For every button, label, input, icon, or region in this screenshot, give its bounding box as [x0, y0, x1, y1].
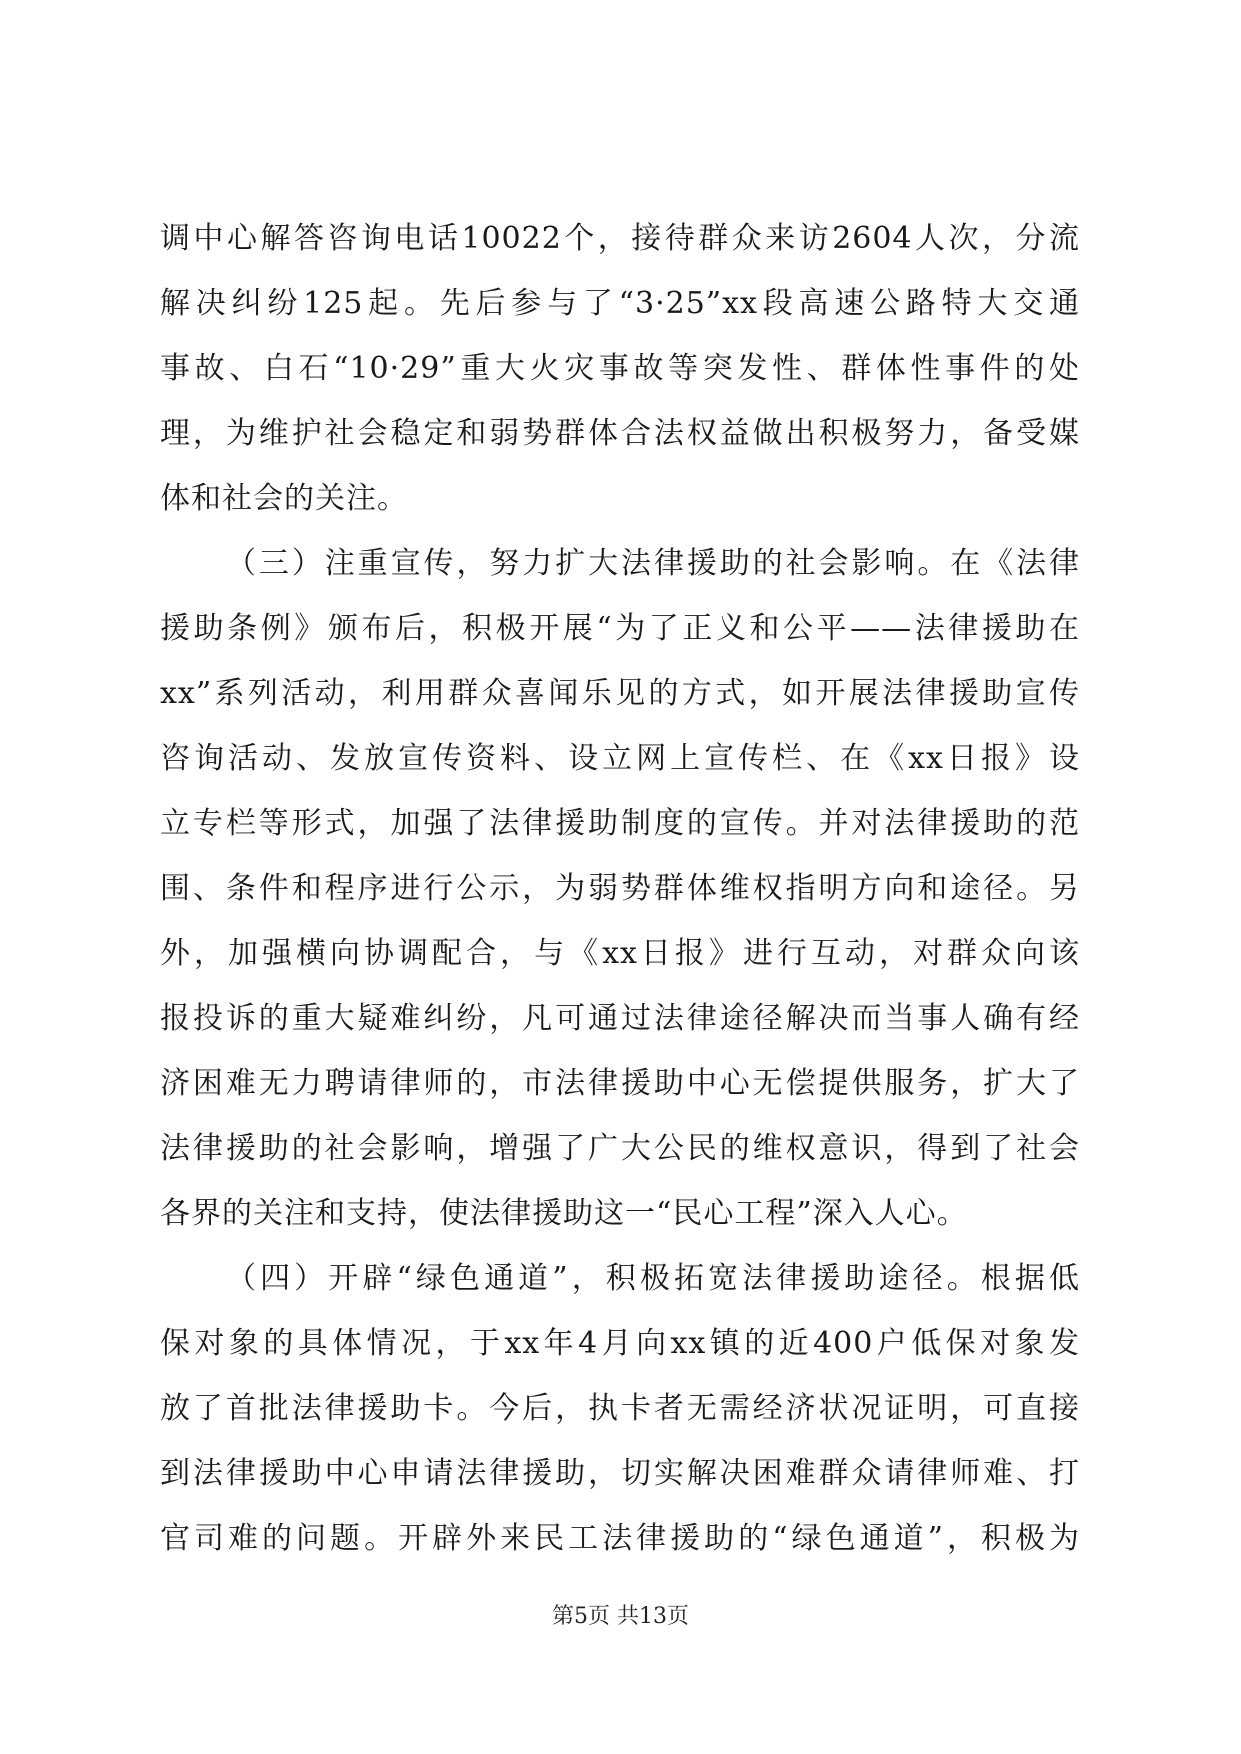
text-line: 理，为维护社会稳定和弱势群体合法权益做出积极努力，备受媒: [160, 416, 1080, 451]
document-body: [160, 206, 1080, 1571]
paragraph-start-line: （四）开辟“绿色通道”，积极拓宽法律援助途径。根据低: [226, 1261, 1080, 1296]
text-line: 济困难无力聘请律师的，市法律援助中心无偿提供服务，扩大了: [160, 1066, 1080, 1101]
text-line: 立专栏等形式，加强了法律援助制度的宣传。并对法律援助的范: [160, 806, 1080, 841]
paragraph-start-line: （三）注重宣传，努力扩大法律援助的社会影响。在《法律: [226, 546, 1080, 581]
text-line: 援助条例》颁布后，积极开展“为了正义和公平——法律援助在: [160, 611, 1080, 646]
text-line: 解决纠纷125起。先后参与了“3·25”xx段高速公路特大交通: [160, 286, 1080, 321]
page-number-footer: 第5页 共13页: [552, 1604, 689, 1629]
text-line: 法律援助的社会影响，增强了广大公民的维权意识，得到了社会: [160, 1131, 1080, 1166]
text-line: 放了首批法律援助卡。今后，执卡者无需经济状况证明，可直接: [160, 1391, 1080, 1426]
text-line: 官司难的问题。开辟外来民工法律援助的“绿色通道”，积极为: [160, 1521, 1080, 1556]
text-line: 外，加强横向协调配合，与《xx日报》进行互动，对群众向该: [160, 936, 1080, 971]
text-line: 保对象的具体情况，于xx年4月向xx镇的近400户低保对象发: [160, 1326, 1080, 1361]
text-line: 事故、白石“10·29”重大火灾事故等突发性、群体性事件的处: [160, 351, 1080, 386]
text-line: 各界的关注和支持，使法律援助这一“民心工程”深入人心。: [160, 1196, 968, 1231]
text-line: 调中心解答咨询电话10022个，接待群众来访2604人次，分流: [160, 221, 1080, 256]
text-line: xx”系列活动，利用群众喜闻乐见的方式，如开展法律援助宣传: [160, 676, 1080, 711]
text-line: 到法律援助中心申请法律援助，切实解决困难群众请律师难、打: [160, 1456, 1080, 1491]
text-line: 围、条件和程序进行公示，为弱势群体维权指明方向和途径。另: [160, 871, 1080, 906]
text-line: 报投诉的重大疑难纠纷，凡可通过法律途径解决而当事人确有经: [160, 1001, 1080, 1036]
text-line: 咨询活动、发放宣传资料、设立网上宣传栏、在《xx日报》设: [160, 741, 1080, 776]
text-line: 体和社会的关注。: [160, 481, 408, 516]
